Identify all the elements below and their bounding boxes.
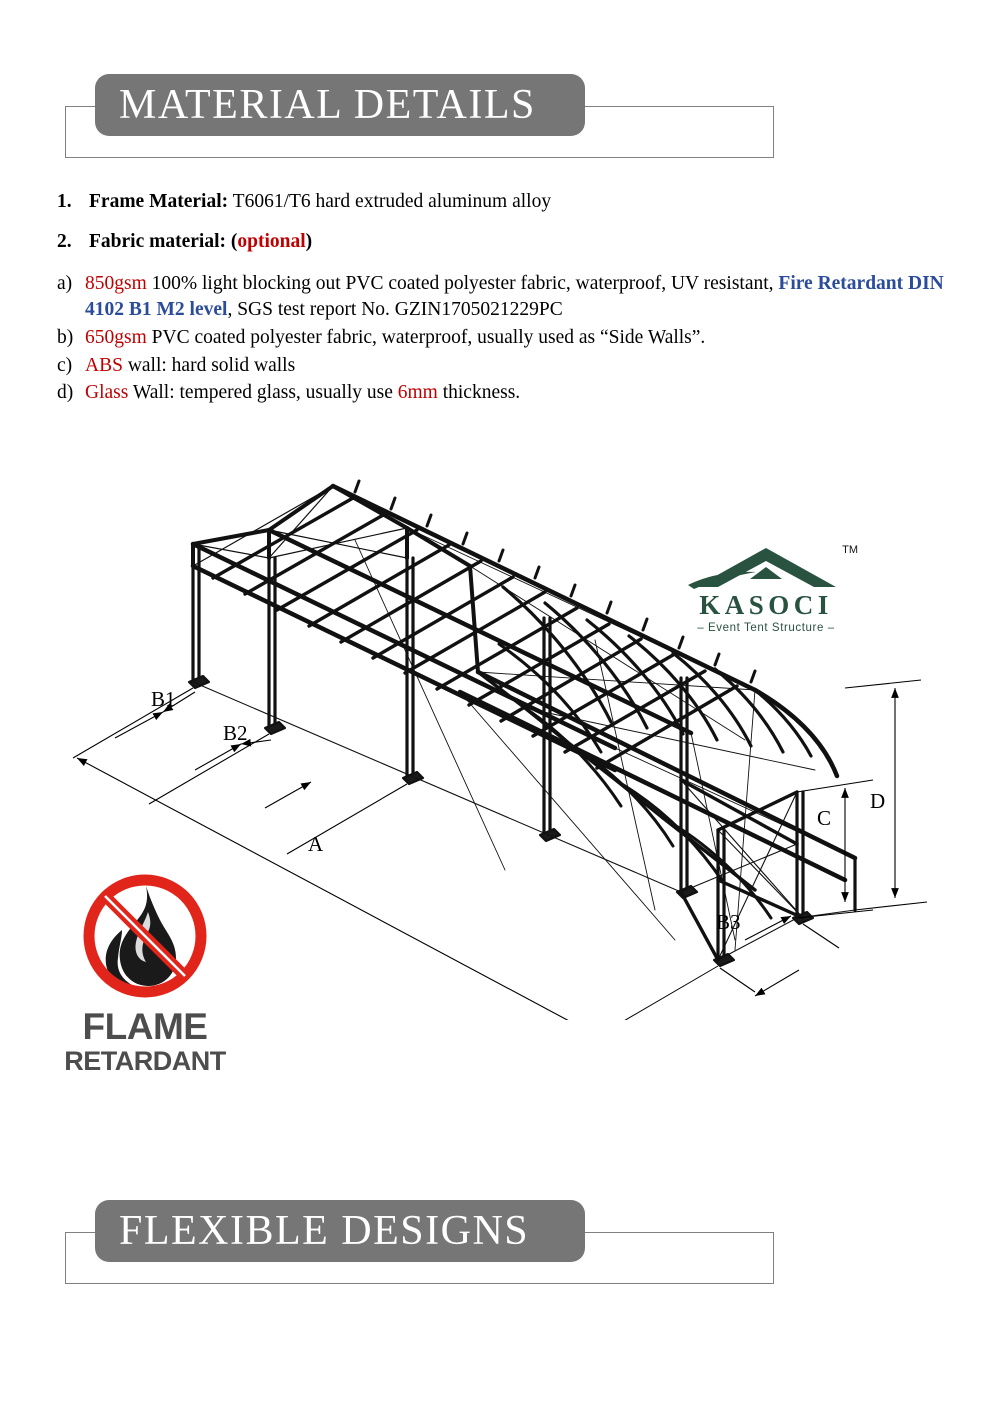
trademark-symbol: TM bbox=[842, 544, 858, 556]
list-marker: b) bbox=[57, 326, 74, 348]
flame-badge-line2: RETARDANT bbox=[64, 1046, 226, 1076]
list-item-650gsm bbox=[57, 325, 957, 351]
optional-close-paren: ) bbox=[305, 231, 313, 253]
numbered-list bbox=[57, 190, 957, 255]
flame-retardant-badge bbox=[62, 872, 228, 1076]
list-item-frame-material bbox=[57, 190, 957, 214]
list-item-fabric-material bbox=[57, 230, 957, 254]
list-item-body bbox=[85, 325, 957, 351]
list-marker: a) bbox=[57, 272, 73, 294]
dimension-label-b1: B1 bbox=[151, 687, 176, 711]
material-details-content bbox=[57, 190, 957, 408]
fabric-650-description: PVC coated polyester fabric, waterproof, usually used as “Side Walls”. bbox=[146, 326, 706, 348]
fire-retardant-standard: Fire Retardant DIN 4102 B1 M2 level bbox=[85, 272, 944, 320]
flame-badge-line1: FLAME bbox=[82, 1006, 208, 1047]
list-item-body bbox=[85, 380, 957, 406]
alpha-list bbox=[57, 271, 957, 407]
logo-wordmark: KASOCI bbox=[699, 590, 833, 620]
frame-material-label: Frame Material bbox=[89, 191, 222, 212]
list-item-850gsm bbox=[57, 271, 957, 323]
dimension-label-b2: B2 bbox=[223, 721, 248, 745]
no-flame-icon bbox=[62, 872, 228, 1004]
tent-roof-icon bbox=[686, 545, 846, 591]
fabric-weight-650: 650gsm bbox=[85, 326, 147, 348]
frame-material-value: T6061/T6 hard extruded aluminum alloy bbox=[228, 191, 552, 212]
fabric-850-description: 100% light blocking out PVC coated polyester fabric, waterproof, UV resistant, bbox=[146, 272, 779, 294]
list-item-body bbox=[85, 353, 957, 379]
dimension-label-c: C bbox=[817, 806, 832, 830]
fabric-material-label: Fabric material bbox=[89, 231, 220, 253]
frame-material-colon: : bbox=[221, 191, 229, 212]
logo-tagline: – Event Tent Structure – bbox=[697, 622, 835, 634]
list-marker: d) bbox=[57, 382, 74, 404]
glass-label: Glass bbox=[85, 382, 129, 404]
optional-open-paren: ( bbox=[226, 231, 238, 253]
list-item-body bbox=[89, 190, 957, 214]
glass-description: Wall: tempered glass, usually use bbox=[128, 382, 398, 404]
header-banner-title: MATERIAL DETAILS bbox=[119, 82, 536, 128]
header-banner-pill bbox=[95, 74, 585, 136]
dimension-label-d: D bbox=[870, 789, 886, 813]
list-item-body bbox=[89, 230, 957, 254]
abs-label: ABS bbox=[85, 354, 123, 376]
optional-tag: optional bbox=[237, 231, 306, 253]
abs-description: wall: hard solid walls bbox=[122, 354, 296, 376]
fabric-material-colon: : bbox=[219, 231, 226, 253]
glass-description-end: thickness. bbox=[437, 382, 521, 404]
list-marker: 1. bbox=[57, 191, 72, 212]
dimension-label-a: A bbox=[308, 832, 324, 856]
list-item-abs-wall bbox=[57, 353, 957, 379]
sgs-report-number: , SGS test report No. GZIN1705021229PC bbox=[227, 298, 563, 320]
list-item-body bbox=[85, 271, 957, 323]
fabric-weight-850: 850gsm bbox=[85, 272, 147, 294]
list-marker: 2. bbox=[57, 231, 72, 253]
footer-banner-title: FLEXIBLE DESIGNS bbox=[119, 1208, 530, 1254]
list-item-glass-wall bbox=[57, 380, 957, 406]
list-marker: c) bbox=[57, 354, 73, 376]
dimension-label-b3: B3 bbox=[716, 910, 741, 934]
kasoci-logo bbox=[686, 544, 858, 637]
footer-banner-pill bbox=[95, 1200, 585, 1262]
glass-thickness: 6mm bbox=[397, 382, 438, 404]
